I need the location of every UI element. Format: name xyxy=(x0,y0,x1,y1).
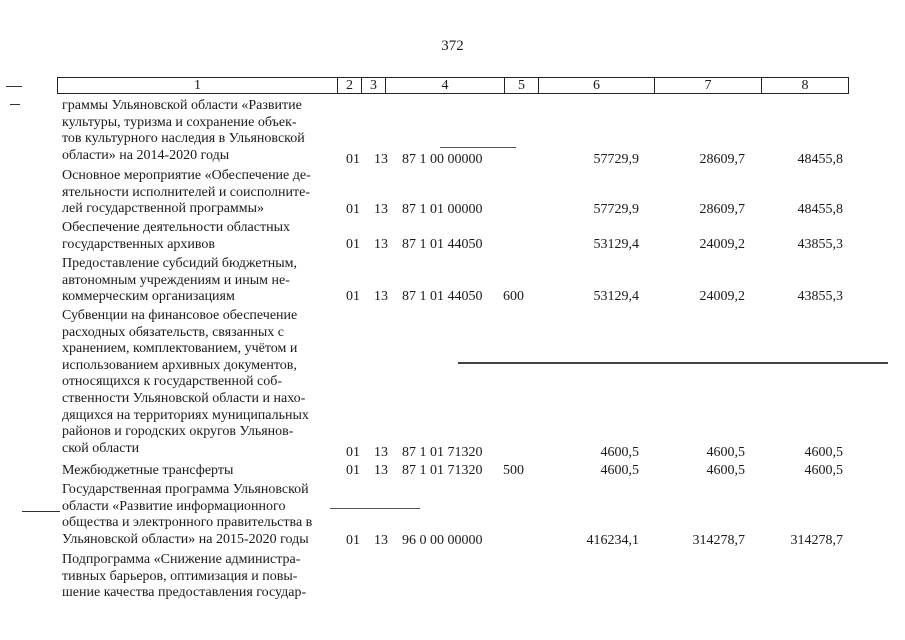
cell-section: 01 xyxy=(346,237,360,252)
cell-value-2021: 314278,7 xyxy=(790,533,843,548)
cell-section: 01 xyxy=(346,533,360,548)
row-description xyxy=(62,256,334,306)
page-number: 372 xyxy=(441,38,464,54)
scan-margin-mark xyxy=(22,511,60,512)
desc-line: использованием архивных документов, xyxy=(62,357,297,373)
scan-margin-mark xyxy=(330,508,420,509)
desc-line: общества и электронного правительства в xyxy=(62,515,313,531)
cell-target-code: 87 1 01 71320 xyxy=(402,463,483,478)
cell-value-2020: 28609,7 xyxy=(699,152,745,167)
desc-line: Предоставление субсидий бюджетным, xyxy=(62,256,298,271)
cell-value-2020: 24009,2 xyxy=(699,237,745,252)
cell-value-2021: 48455,8 xyxy=(797,152,843,167)
scan-margin-mark xyxy=(10,104,20,105)
row-description xyxy=(62,463,334,480)
cell-section: 01 xyxy=(346,445,360,460)
desc-line: дящихся на территориях муниципальных xyxy=(62,407,309,423)
cell-subsection: 13 xyxy=(374,445,388,460)
cell-value-2020: 4600,5 xyxy=(706,463,745,478)
cell-target-code: 87 1 01 44050 xyxy=(402,289,483,304)
cell-value-2019: 57729,9 xyxy=(593,152,639,167)
header-col-6: 6 xyxy=(539,78,655,93)
cell-value-2021: 4600,5 xyxy=(804,463,843,478)
cell-target-code: 87 1 00 00000 xyxy=(402,152,483,167)
cell-value-2019: 416234,1 xyxy=(586,533,639,548)
desc-line: шение качества предоставления государ- xyxy=(62,585,307,601)
desc-line: автономным учреждениям и иным не- xyxy=(62,272,290,288)
cell-value-2021: 48455,8 xyxy=(797,202,843,217)
desc-line: ятельности исполнителей и соисполните- xyxy=(62,184,311,200)
desc-line: районов и городских округов Ульянов- xyxy=(62,424,294,440)
desc-line: относящихся к государственной соб- xyxy=(62,374,283,390)
row-description xyxy=(62,98,334,164)
cell-expense-type: 600 xyxy=(503,289,524,304)
row-description xyxy=(62,168,334,218)
desc-line: коммерческим организациям xyxy=(62,289,235,305)
cell-target-code: 96 0 00 00000 xyxy=(402,533,483,548)
desc-line: культуры, туризма и сохранение объек- xyxy=(62,114,297,130)
scan-margin-mark xyxy=(6,86,22,87)
header-col-2: 2 xyxy=(338,78,362,93)
row-description xyxy=(62,308,334,457)
desc-line: тов культурного наследия в Ульяновской xyxy=(62,131,305,147)
desc-line: ской области xyxy=(62,440,140,456)
desc-line: расходных обязательств, связанных с xyxy=(62,324,284,340)
header-col-8: 8 xyxy=(801,78,809,93)
cell-value-2021: 43855,3 xyxy=(797,289,843,304)
header-col-5: 5 xyxy=(505,78,539,93)
cell-section: 01 xyxy=(346,202,360,217)
cell-section: 01 xyxy=(346,463,360,478)
desc-line: Государственная программа Ульяновской xyxy=(62,482,309,497)
row-description xyxy=(62,482,334,548)
desc-line: Межбюджетные трансферты xyxy=(62,463,234,478)
row-description xyxy=(62,552,334,602)
cell-target-code: 87 1 01 44050 xyxy=(402,237,483,252)
scan-smudge-line xyxy=(458,362,888,364)
desc-line: лей государственной программы» xyxy=(62,201,265,217)
cell-section: 01 xyxy=(346,289,360,304)
scan-margin-mark xyxy=(440,147,516,148)
desc-line: ственности Ульяновской области и нахо- xyxy=(62,390,306,406)
desc-line: Ульяновской области» на 2015-2020 годы xyxy=(62,531,309,547)
cell-subsection: 13 xyxy=(374,463,388,478)
header-col-3: 3 xyxy=(362,78,386,93)
cell-value-2020: 314278,7 xyxy=(692,533,745,548)
desc-line: хранением, комплектованием, учётом и xyxy=(62,341,298,357)
cell-value-2019: 53129,4 xyxy=(593,289,639,304)
cell-value-2019: 4600,5 xyxy=(600,445,639,460)
cell-section: 01 xyxy=(346,152,360,167)
table-header xyxy=(57,77,849,94)
desc-line: области» на 2014-2020 годы xyxy=(62,147,230,163)
cell-subsection: 13 xyxy=(374,533,388,548)
desc-line: Подпрограмма «Снижение администра- xyxy=(62,552,301,567)
cell-value-2019: 53129,4 xyxy=(593,237,639,252)
row-description xyxy=(62,220,334,253)
cell-target-code: 87 1 01 00000 xyxy=(402,202,483,217)
cell-subsection: 13 xyxy=(374,237,388,252)
cell-subsection: 13 xyxy=(374,202,388,217)
cell-expense-type: 500 xyxy=(503,463,524,478)
header-col-4: 4 xyxy=(386,78,505,93)
desc-line: Обеспечение деятельности областных xyxy=(62,220,290,235)
cell-value-2021: 4600,5 xyxy=(804,445,843,460)
desc-line: тивных барьеров, оптимизация и повы- xyxy=(62,568,298,584)
desc-line: государственных архивов xyxy=(62,236,216,252)
cell-value-2020: 28609,7 xyxy=(699,202,745,217)
cell-value-2019: 4600,5 xyxy=(600,463,639,478)
cell-value-2020: 4600,5 xyxy=(706,445,745,460)
header-col-1: 1 xyxy=(58,78,338,93)
desc-line: Основное мероприятие «Обеспечение де- xyxy=(62,168,311,183)
cell-target-code: 87 1 01 71320 xyxy=(402,445,483,460)
cell-value-2021: 43855,3 xyxy=(797,237,843,252)
desc-line: Субвенции на финансовое обеспечение xyxy=(62,308,298,323)
header-col-7: 7 xyxy=(655,78,762,93)
cell-subsection: 13 xyxy=(374,152,388,167)
cell-subsection: 13 xyxy=(374,289,388,304)
cell-value-2019: 57729,9 xyxy=(593,202,639,217)
desc-line: граммы Ульяновской области «Развитие xyxy=(62,98,302,113)
desc-line: области «Развитие информационного xyxy=(62,498,286,514)
cell-value-2020: 24009,2 xyxy=(699,289,745,304)
